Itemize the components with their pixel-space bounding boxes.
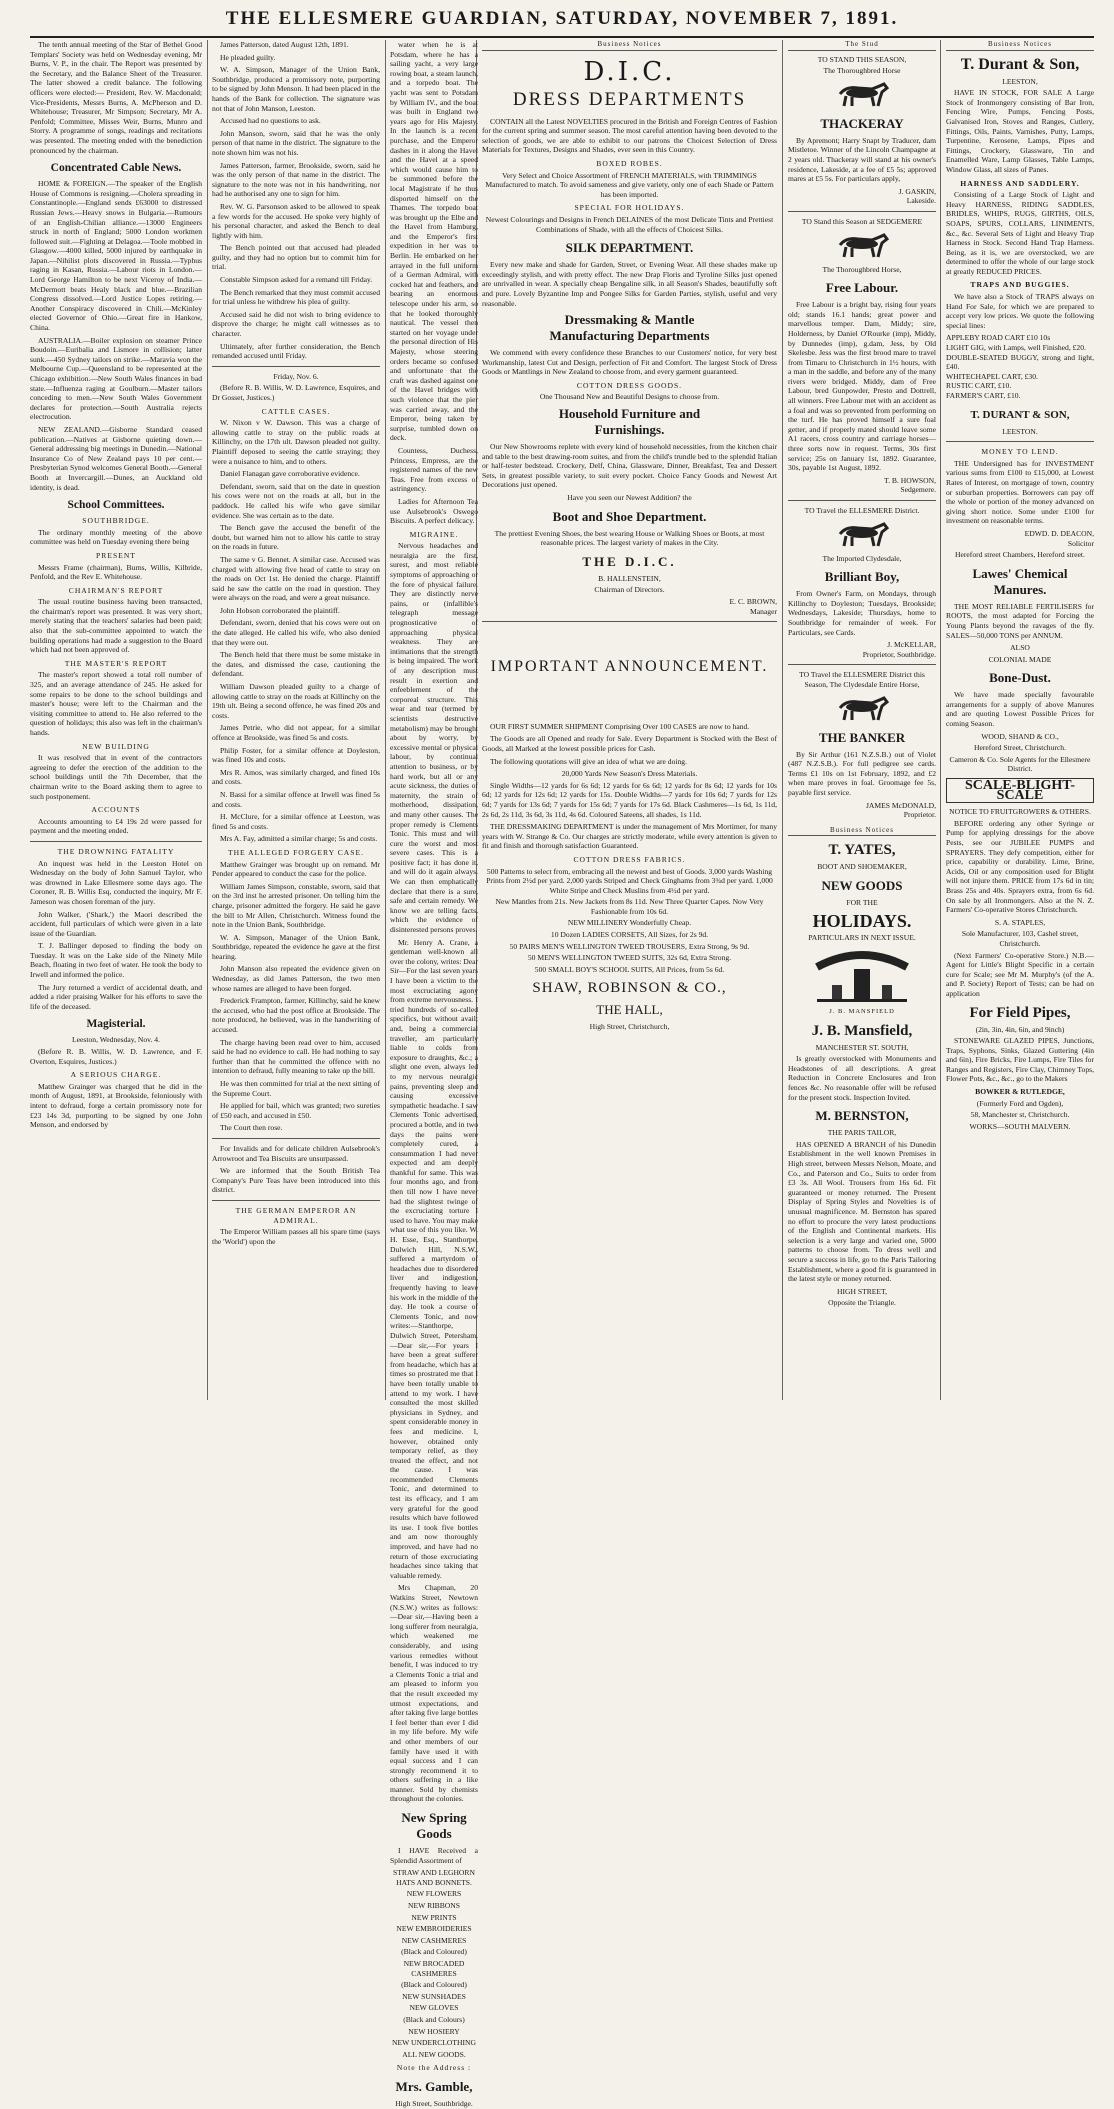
manager-title: Manager bbox=[750, 606, 777, 616]
manager-name: E. C. BROWN, bbox=[729, 597, 777, 606]
accounts-subheading: ACCOUNTS bbox=[91, 805, 141, 815]
migraine-paragraph: Mrs Chapman, 20 Watkins Street, Newtown (N.S.W.) writes as follows:—Dear sir,—Having been a long sufferer from neuralgia, which weakened me considerably, and using various remedies without benefit, I was induced to try a Clements Tonic a trial and am pleased to inform you that the result exceeded my utmost expectations, and after taking five large bottles I feel better than ever I did in my life before. My wife and other members of our family have used it with equal success and I can strongly recommend it to others suffering in a like manner. Sold by chemists throughout the colonies. bbox=[390, 1583, 478, 1804]
column-5 bbox=[788, 40, 936, 1400]
mansfield-text: Is greatly overstocked with Monuments and Headstones of all descriptions. A great Reduction in Concrete Enclosures and Iron fences &c. No reasonable offer will be refused for the present stock. Inspection Invited. bbox=[788, 1054, 936, 1102]
article-paragraph: Countess, Duchess, Princess, Empress, are the registered names of the new Teas. Free from excess of astringency. bbox=[390, 445, 478, 494]
column-3 bbox=[390, 40, 478, 2108]
special-holidays-text: Newest Colourings and Designs in French DELAINES of the most Delicate Tints and Prettiest Combinations of Shade, with all the effects of Choicest Silks. bbox=[485, 214, 774, 234]
horse-type: The Thoroughbred Horse bbox=[823, 66, 901, 76]
bernston-name: M. BERNSTON, bbox=[815, 1108, 909, 1124]
harness-heading: HARNESS AND SADDLERY. bbox=[960, 178, 1080, 188]
divider bbox=[788, 500, 936, 501]
court-paragraph: The Bench pointed out that accused had pleaded guilty, and they had no option but to commit him for trial. bbox=[212, 243, 380, 272]
trap-item: RUSTIC CART, £10. bbox=[946, 381, 1012, 391]
divider bbox=[946, 441, 1094, 442]
spring-goods-item: NEW HOSIERY bbox=[408, 2026, 460, 2036]
drowning-paragraph: T. J. Ballinger deposed to finding the body on Tuesday. It was on the Lake side of the Ninety Mile Beach, floating in two feet of water. He took the body to Irwell and informed the police. bbox=[30, 941, 202, 980]
gamble-address: High Street, Southbridge. bbox=[395, 2098, 473, 2108]
howson-name: T. B. HOWSON, bbox=[884, 475, 936, 485]
divider bbox=[788, 664, 936, 665]
cattle-paragraph: Mrs R. Amos, was similarly charged, and fined 10s and costs. bbox=[212, 767, 380, 787]
particulars-note: PARTICULARS IN NEXT ISSUE. bbox=[808, 933, 916, 943]
school-paragraph: The master's report showed a total roll number of 325, and an average attendance of 245. He asked for some repairs to be done to the school buildings and master's house; were left to the Chairman and the visiting committee to attend to. He also referred to the question of holidays; this also was left in the chairman's hands. bbox=[30, 670, 202, 737]
widths-text: Single Widths—12 yards for 6s 6d; 12 yards for 6s 6d; 12 yards for 8s 6d; 12 yards for 10s 6d; 12 yards for 12s 6d; 12 yards for 15s. Double Widths—7 yards for 10s 6d; 7 yards for 12s 6d; 7 yards for 13s 6d; 7 yards for 15s 6d; 7 yards for 17s 6d. Black Cashmeres—1s 6d, 1s 11d, 2s 6d, 2s 11d, 3s 6d, 3s 11d, 4s 6d. Coloured Sateens, all shades, 1s 11d. bbox=[482, 780, 777, 819]
yates-name: T. YATES, bbox=[828, 842, 896, 859]
yates-trade: BOOT AND SHOEMAKER, bbox=[817, 862, 907, 872]
spring-goods-item: NEW SUNSHADES bbox=[402, 1991, 466, 2001]
yards-text: 20,000 Yards New Season's Dress Materials. bbox=[561, 769, 698, 779]
gaskin-name: J. GASKIN, bbox=[898, 186, 936, 196]
spring-goods-item: (Black and Coloured) bbox=[401, 1980, 467, 1990]
forgery-paragraph: W. A. Simpson, Manager of the Union Bank, Southbridge, repeated the evidence he gave at the first hearing. bbox=[212, 932, 380, 961]
thackeray-name: THACKERAY bbox=[820, 115, 904, 131]
cattle-paragraph: N. Bassi for a similar offence at Irwell was fined 5s and costs. bbox=[212, 789, 380, 809]
address-note: Note the Address : bbox=[396, 2063, 472, 2073]
for-the: FOR THE bbox=[846, 897, 878, 907]
bernston-trade: THE PARIS TAILOR, bbox=[827, 1128, 897, 1138]
migraine-heading: MIGRAINE. bbox=[409, 529, 459, 539]
corsets-text: 10 Dozen LADIES CORSETS, All Sizes, for 2s 9d. bbox=[550, 930, 709, 940]
masthead: THE ELLESMERE GUARDIAN, SATURDAY, NOVEMBER 7, 1891. bbox=[30, 8, 1094, 38]
wood-shand-address: Hereford Street, Christchurch. bbox=[974, 743, 1066, 753]
suits-text: 50 MEN'S WELLINGTON TWEED SUITS, 32s 6d, Extra Strong. bbox=[527, 953, 732, 963]
forgery-paragraph: He applied for bail, which was granted; two sureties of £50 each, and accused in £50. bbox=[212, 1101, 380, 1120]
forgery-paragraph: Matthew Grainger was brought up on remand. Mr Pender appeared to conduct the case for the police. bbox=[212, 859, 380, 879]
cattle-paragraph: Defendant, sworn, denied that his cows were out on the date alleged. He called his wife, who also denied that they were out. bbox=[212, 618, 380, 647]
cable-paragraph: AUSTRALIA.—Boiler explosion on steamer Prince Boudoin.—Euribalia and Lismore in collision; latter sunk.—450 Sydney tailors on strike.—Maravia won the Melbourne Cup.—Queensland to be represented at the Chicago exhibition.—New South Wales finances in bad state.—Influenza raging at Goulburn.—Master tailors conceding to men.—New South Wales Government declares for protection.—South Australia rejects electrocution. bbox=[30, 335, 202, 422]
lawes-text: THE MOST RELIABLE FERTILISERS for ROOTS, the most adapted for Forcing the Young Plants beyond the ravages of the fly. SALES—50,000 TONS per ANNUM. bbox=[946, 601, 1094, 640]
dressmaking-title: Dressmaking & Mantle bbox=[564, 312, 695, 328]
column-2 bbox=[212, 40, 380, 1400]
horse-icon bbox=[832, 80, 892, 110]
wood-shand-agents: Cameron & Co. Sole Agents for the Ellesmere District. bbox=[949, 754, 1091, 774]
dressmaking-dept-text: THE DRESSMAKING DEPARTMENT is under the management of Mrs Mortimer, for many years with W. Strange & Co. Our charges are strictly moderate, while every attention is given to fit and finish and thorough satisfaction Guaranteed. bbox=[482, 822, 777, 851]
the-hall: THE HALL, bbox=[596, 1002, 663, 1018]
brilliant-boy-text: From Owner's Farm, on Mondays, through Killinchy to Doyleston; Tuesdays, Brookside; Wednesdays, Lakeside; Thursdays, home to Southbridge for remainder of week. For Particulars, see Cards. bbox=[788, 589, 936, 637]
school-paragraph: The ordinary monthly meeting of the above committee was held on Tuesday evening there being bbox=[30, 527, 202, 547]
mcdonald-name: JAMES McDONALD, bbox=[865, 800, 936, 810]
deacon-address: Hereford street Chambers, Hereford street. bbox=[955, 550, 1085, 560]
banker-text: By Sir Arthur (161 N.Z.S.B.) out of Violet (487 N.Z.S.B.). For full pedigree see cards. Terms £1 10s on 1st February, 1892, and £2 when mare proves in foal. Groomage fee 5s, payable first service. bbox=[788, 749, 936, 797]
column-header: Business Notices bbox=[482, 40, 777, 51]
forgery-paragraph: The charge having been read over to him, accused said he had no evidence to call. He had nothing to say further than that he committed the offence with no intention to defraud, fully meaning to take up the bill. bbox=[212, 1037, 380, 1076]
forgery-paragraph: John Manson also repeated the evidence given on Wednesday, as did James Patterson, the two men whose names are alleged to have been forged. bbox=[212, 964, 380, 993]
stand-notice: TO STAND THIS SEASON, bbox=[817, 54, 907, 64]
new-goods: NEW GOODS bbox=[821, 877, 903, 893]
travel-notice: TO Travel the ELLESMERE District this Season, The Clydesdale Entire Horse, bbox=[799, 670, 925, 689]
monument-icon bbox=[807, 947, 917, 1003]
serious-charge-subheading: A SERIOUS CHARGE. bbox=[70, 1070, 162, 1080]
hall-address: High Street, Christchurch, bbox=[589, 1022, 670, 1032]
spring-goods-item: (Black and Colours) bbox=[403, 2014, 465, 2024]
court-paragraph: Accused said he did not wish to bring evidence to disprove the charge; he might call witnesses as to character. bbox=[212, 309, 380, 339]
column-4 bbox=[482, 40, 777, 1400]
also-label: ALSO bbox=[1010, 643, 1030, 653]
court-paragraph: The Bench remarked that they must commit accused for trial unless he withdrew his plea of guilty. bbox=[212, 287, 380, 307]
cattle-paragraph: Philip Foster, for a similar offence at Doyleston, was fined 10s and costs. bbox=[212, 745, 380, 765]
silk-text: Every new make and shade for Garden, Street, or Evening Wear. All these shades make up exceedingly stylish, and with pretty effect. The new Drap Floris and Tyroline Silks just opened are unrivalled in wear. A specially cheap Bengaline silk, in all Season's Shades, beautifully soft and pure. Lovely Byzantine Imp and Pongee Silks for Garden Parties, stylish, useful and very reasonable. bbox=[482, 260, 777, 308]
advert-note: We are informed that the South British Tea Company's Pure Teas have been introduced into this district. bbox=[212, 1166, 380, 1195]
field-pipes-title: For Field Pipes, bbox=[969, 1004, 1071, 1021]
scale-blight-banner: SCALE-BLIGHT-SCALE bbox=[946, 778, 1094, 803]
stand-notice: TO Stand this Season at SEDGEMERE bbox=[801, 216, 923, 226]
cattle-paragraph: The Bench gave the accused the benefit of the doubt, but warned him not to allow his cattle to stray on the roads in future. bbox=[212, 523, 380, 552]
lawes-title: Lawes' Chemical Manures. bbox=[972, 565, 1068, 597]
cattle-paragraph: Mrs A. Fay, admitted a similar charge; 5s and costs. bbox=[220, 834, 378, 844]
forgery-paragraph: Frederick Frampton, farmer, Killinchy, said he knew the accused, who had the post office at Brookside. The note produced, he believed, was in the handwriting of accused. bbox=[212, 996, 380, 1035]
mantles-text: New Mantles from 21s. New Jackets from 8s 11d. New Three Quarter Capes. Now Very Fashionable from 10s 6d. bbox=[495, 897, 764, 916]
southbridge-subheading: SOUTHBRIDGE. bbox=[82, 516, 150, 526]
cattle-paragraph: The Bench held that there must be some mistake in the dates, and dismissed the case, cautioning the defendant. bbox=[212, 650, 380, 679]
shaw-robinson-name: SHAW, ROBINSON & CO., bbox=[532, 980, 727, 997]
advert-note: For Invalids and for delicate children Aulsebrook's Arrowroot and Tea Biscuits are unsurpassed. bbox=[212, 1143, 380, 1163]
chairman-name: B. HALLENSTEIN, bbox=[598, 573, 661, 583]
pipes-sizes: (2in, 3in, 4in, 6in, and 9inch) bbox=[975, 1024, 1065, 1034]
furniture-text: Our New Showrooms replete with every kind of household necessities, from the kitchen chair and table to the best drawing-room suites, and from the child's trundle bed to the splendid Italian or half-tester bedstead. Crockery, Delf, China, Glassware, Dinner, Breakfast, Tea and Dessert Sets, in greatest possible variety, to suit every pocket. Choice Fancy Goods and Newest Art Decorations just opened. bbox=[482, 442, 777, 490]
dress-text: CONTAIN all the Latest NOVELTIES procured in the British and Foreign Centres of Fashion for the current spring and summer season. The most careful attention having been devoted to the selection of goods, we are able to exhibit to our patrons the Choicest Selection of Dress Materials for Textures, Designs and Shades, ever seen in this Country. bbox=[482, 116, 777, 155]
magisterial-paragraph: Matthew Grainger was charged that he did in the month of August, 1891, at Brookside, feloniously with intent to defraud, forge a certain promissory note for £23 14s 3d, purporting to be signed by one John Menson, and endorsed by bbox=[30, 1081, 202, 1130]
spring-goods-item: NEW PRINTS bbox=[411, 1912, 457, 1922]
court-paragraph: Ultimately, after further consideration, the Bench remanded accused until Friday. bbox=[212, 341, 380, 361]
cattle-paragraph: John Hobson corroborated the plaintiff. bbox=[220, 605, 340, 615]
trousers-text: 50 PAIRS MEN'S WELLINGTON TWEED TROUSERS, Extra Strong, 9s 9d. bbox=[509, 941, 750, 951]
horse-type: The Thoroughbred Horse, bbox=[822, 264, 902, 274]
cotton-fabrics-text: 500 Patterns to select from, embracing all the newest and best of Goods. 3,000 yards Washing Prints from 2½d per yard. 2,000 yards Striped and Check Ginghams from 3¾d per yard. 1,000 White Stripe and Check Muslins from 4½d per yard. bbox=[486, 866, 773, 895]
thackeray-text: By Apremont; Harry Snapt by Traducer, dam Mistletoe. Winner of the Lincoln Champagne at 2 years old. Thackeray will stand at his owner's residence, Lakeside, at a fee of £5 5s; approved mares at £5 5s. For particulars apply, bbox=[788, 135, 936, 184]
deacon-title: Solicitor bbox=[1067, 538, 1094, 548]
court-paragraph: Constable Simpson asked for a remand till Friday. bbox=[220, 275, 373, 285]
forgery-subheading: THE ALLEGED FORGERY CASE. bbox=[227, 847, 365, 857]
school-paragraph: It was resolved that in event of the contractors agreeing to defer the erection of the addition to the school buildings until the 7th December, that the chairman write to the Board asking them to agree to such postponement. bbox=[30, 753, 202, 801]
spring-goods-item: NEW GLOVES bbox=[409, 2003, 459, 2013]
cotton-fabrics-heading: COTTON DRESS FABRICS. bbox=[573, 854, 686, 864]
durant-name-2: T. DURANT & SON, bbox=[970, 408, 1070, 421]
dressmaking-text: We commend with every confidence these Branches to our Customers' notice, for very best Workmanship, latest Cut and Design, perfection of Fit and Comfort. The largest Stock of Dress Goods or Mantlings in New Zealand to choose from, and every garment guaranteed. bbox=[482, 348, 777, 377]
bone-dust-title: Bone-Dust. bbox=[989, 670, 1051, 686]
boot-shoe-text: The prettiest Evening Shoes, the best wearing House or Walking Shoes or Boots, at most reasonable prices. The largest variety of makes in the City. bbox=[494, 528, 765, 548]
court-paragraph: James Patterson, farmer, Brookside, sworn, said he was the only person of that name in the district. The signature to the note was not in his handwriting, nor had he authorised any one to sign for him. bbox=[212, 160, 380, 199]
article-paragraph: Ladies for Afternoon Tea use Aulsebrook's Oswego Biscuits. A perfect delicacy. bbox=[390, 496, 478, 526]
german-emperor-heading: THE GERMAN EMPEROR AN ADMIRAL. bbox=[235, 1205, 357, 1225]
new-building-subheading: NEW BUILDING bbox=[82, 741, 150, 751]
column-rule bbox=[782, 40, 783, 1400]
forgery-paragraph: William James Simpson, constable, sworn, said that on the 3rd inst he arrested prisoner. On telling him the charge, prisoner admitted the forgery. He said he gave the bill to Mr Allen, Christchurch. Witness found the note in the Union Bank, Southbridge. bbox=[212, 881, 380, 930]
divider bbox=[30, 841, 202, 842]
wood-shand-name: WOOD, SHAND & CO., bbox=[981, 731, 1059, 741]
migraine-paragraph: Mr. Henry A. Crane, a gentleman well-known all over the colony, writes: Dear Sir—For the last seven years I have been a victim to the most excruciating agony from extreme nervousness. I tried hundreds of so-called specifics, but without avail; and, being a commercial traveller, am particularly liable to colds from exposure to draughts, &c.; a slight one even, always led to my nervous neuralgic pains, preventing sleep and causing excessive sympathetic headache. I saw Clements Tonic advertised, procured a bottle, and in two days the pains were completely cured, a consummation I had never expected and am deeply thankful for same. This was four months ago, and from then till now I have never had the slightest twinge of the excruciating torture I used to have. You may make what use of this you like. W. H. Esse, Esq., Stanthorpe, Dulwich Hill, N.S.W., suffered a martyrdom of headaches due to disordered liver and indigestion, frequently having to leave his work in the middle of the day. He took a course of Clements Tonic, and now writes:—Stanthorpe, Dulwich Street, Petersham.—Dear sir,—For years I have been a great sufferer from headache, which has at times so prostrated me that I have been totally unable to attend to my work. I have consulted the most skilled physicians in Sydney, and spent considerable money in fees and medicine. I, however, obtained only temporary relief, as they treated the effect, and not the cause. I was recommended Clements Tonic, and determined to test its efficacy, and I am very grateful for the good results which have followed its use. I took five bottles and am now thoroughly improved, and have had no return of those excruciating headaches since taking that valuable remedy. bbox=[390, 937, 478, 1580]
gamble-name: Mrs. Gamble, bbox=[395, 2078, 473, 2094]
forgery-paragraph: The Court then rose. bbox=[220, 1123, 283, 1133]
traps-text: We have also a Stock of TRAPS always on Hand For Sale, for which we are prepared to accept very low prices. We quote the following special lines: bbox=[946, 292, 1094, 330]
silk-department-title: SILK DEPARTMENT. bbox=[565, 240, 694, 256]
furnishings-title: Furnishings. bbox=[594, 422, 665, 438]
deacon-name: EDWD. D. DEACON, bbox=[1024, 528, 1094, 538]
dic-logo: THE D.I.C. bbox=[582, 553, 677, 569]
colonial-label: COLONIAL MADE bbox=[988, 654, 1052, 664]
staples-name: S. A. STAPLES, bbox=[994, 917, 1046, 927]
court-paragraph: Rev. W. G. Parsonson asked to be allowed to speak a few words for the accused. He spoke very highly of his personal character, and asked the Bench to deal lightly with him. bbox=[212, 201, 380, 240]
bowker-address: 58, Manchester st, Christchurch. bbox=[970, 1110, 1070, 1120]
mansfield-address: MANCHESTER ST. SOUTH, bbox=[815, 1042, 909, 1052]
boot-shoe-title: Boot and Shoe Department. bbox=[552, 508, 707, 524]
traps-heading: TRAPS AND BUGGIES. bbox=[970, 280, 1070, 290]
school-paragraph: The usual routine business having been transacted, the chairman's report was presented. It was very short, merely stating that the teachers' salaries had been paid; also that the sub-committee appointed to watch the building operations had made a suggestion to the Board which had not been approved of. bbox=[30, 597, 202, 655]
column-rule bbox=[385, 40, 386, 1400]
drowning-paragraph: John Walker, ('Shark,') the Maori described the accident, full particulars of which were given in a late issue of the Guardian. bbox=[30, 909, 202, 938]
millinery-text: NEW MILLINERY Wonderfully Cheap. bbox=[567, 918, 692, 928]
cable-paragraph: NEW ZEALAND.—Gisborne Standard ceased publication.—Natives at Gisborne quieting down.—General addressing big meetings in Dunedin.—National Insurance Co of New Zealand pays 10 per cent.—Presbyterian Synod welcomes General Booth.—General Booth at Invercargill.—Dunes, an Auckland old identity, is dead. bbox=[30, 424, 202, 492]
german-emperor-paragraph: The Emperor William passes all his spare time (says the 'World') upon the bbox=[212, 1227, 380, 1246]
cotton-heading: COTTON DRESS GOODS. bbox=[576, 380, 683, 390]
friday-bench: (Before R. B. Willis, W. D. Lawrence, Esquires, and Dr Gosset, Justices.) bbox=[212, 383, 380, 402]
works-address: WORKS—SOUTH MALVERN. bbox=[969, 1121, 1071, 1131]
court-paragraph: John Manson, sworn, said that he was the only person of that name in the district. The signature to the note shown him was not his. bbox=[212, 128, 380, 157]
spring-goods-item: NEW CASHMERES bbox=[401, 1935, 467, 1945]
cattle-paragraph: Daniel Flanagan gave corroborative evidence. bbox=[220, 469, 360, 479]
brilliant-boy-name: Brilliant Boy, bbox=[824, 569, 900, 585]
pipes-text: STONEWARE GLAZED PIPES, Junctions, Traps, Syphons, Sinks, Glazed Guttering (4in and 6in), Fire Bricks, Fire Lumps, Fire Tiles for Ranges and Registers, Fire Clay, Chimney Tops, Flower Pots, &c., &c., go to the Makers bbox=[946, 1036, 1094, 1084]
column-rule bbox=[940, 40, 941, 1400]
chairman-title: Chairman of Directors. bbox=[594, 585, 665, 595]
intro-text: The tenth annual meeting of the Star of Bethel Good Templars' Society was held on Wednesday evening, Mr Burns, V. P., in the chair. The Report was presented by the Secretary, and the Balance Sheet of the Treasurer. The latter showed a credit balance. The following officers were elected:— President, Rev. W. Macdonald; Vice-Presidents, Messrs Burns, A. McPherson and D. Whitehouse; Treasurer, Mr Simpson; Secretary, Mr A. Penfold; Committee, Misses Weir, Burns, Munro and Storry. A programme of songs, readings and recitations was presented. The meeting ended with the benediction pronounced by the chairman. bbox=[30, 40, 202, 155]
master-report-subheading: THE MASTER'S REPORT bbox=[64, 658, 168, 668]
forgery-paragraph: He was then committed for trial at the next sitting of the Supreme Court. bbox=[212, 1079, 380, 1098]
free-labour-text: Free Labour is a bright bay, rising four years old; stands 16.1 hands; great power and marvellous temper. Dam, Middy; sire, Holderness, by Daniel O'Rourke (imp), Middy, by Dunnedes (imp), g.dam, Jess, by Old Skelesbe. Jess was the first brood mare to travel from Timaru to Christchurch in 1½ hours, with a man in the saddle, and before any of the many rivers were bridged. Middy, dam of Free Labour, bred Gunpowder, Presto and Dottrell, all winners. Free Labour met with an accident as a foal and was so prevented from performing on the turf. He has proved himself a sure foal getter, and if properly mated should leave some A1 racers, cross country and carriage horses—three sorts now in request. Terms, 30s first service; 25s on January 1st, 1892. Guarantee, 30s, payable 1st August, 1892. bbox=[788, 300, 936, 473]
trap-item: LIGHT GIG, with Lamps, well Finished, £20. bbox=[946, 343, 1086, 353]
new-spring-goods-intro: I HAVE Received a Splendid Assortment of bbox=[390, 1846, 478, 1865]
spring-goods-item: NEW BROCADED CASHMERES bbox=[403, 1959, 465, 1978]
special-holidays-heading: SPECIAL FOR HOLIDAYS. bbox=[574, 203, 685, 213]
staples-note: (Next Farmers' Co-operative Store.) N.B.—Agent for Little's Blight Specific in a certain cure for Scale; see Mr M. Murphy's (of the A. and P. Society) Report of Tests; can be had on application bbox=[946, 950, 1094, 998]
column-header: Business Notices bbox=[946, 40, 1094, 51]
magisterial-date: Leeston, Wednesday, Nov. 4. bbox=[72, 1035, 160, 1045]
durant-place-2: LEESTON. bbox=[1002, 426, 1038, 436]
school-suits-text: 500 SMALL BOY'S SCHOOL SUITS, All Prices, from 5s 6d. bbox=[534, 964, 725, 974]
column-1 bbox=[30, 40, 202, 1400]
court-paragraph: Accused had no questions to ask. bbox=[220, 116, 321, 126]
school-paragraph: Accounts amounting to £4 19s 2d were passed for payment and the meeting ended. bbox=[30, 816, 202, 836]
horse-icon bbox=[832, 520, 892, 550]
drowning-paragraph: An inquest was held in the Leeston Hotel on Wednesday on the body of John Samuel Taylor, who was drowned in Lake Ellesmere some days ago. The Coroner, R. B. Willis Esq, conducted the inquiry, Mr F. Jameson was chosen foreman of the jury. bbox=[30, 858, 202, 906]
scale-notice: NOTICE TO FRUITGROWERS & OTHERS. bbox=[949, 807, 1091, 817]
free-labour-name: Free Labour. bbox=[825, 280, 899, 296]
bowker-former: (Formerly Ford and Ogden), bbox=[976, 1098, 1064, 1108]
cattle-paragraph: Defendant, sworn, said that on the date in question his cows were not on the roads at all, but in the paddock. He called his wife who gave similar evidence. She was certain as to the date. bbox=[212, 481, 380, 520]
article-paragraph: water when he is at Potsdam, where he has a sailing yacht, a very large rowing boat, a steam launch, and a torpedo boat. The yacht was sent to Potsdam by William IV., and the boat was built in England two years ago for His Majesty. In the launch is a recent purchase, and the Emperor dashes in it along the Havel and the Havel at a speed which would cause him to be summoned before the local Magistrate if he thus disported himself on the Thames. The torpedo boat was brought up the Elbe and the Havel from Hamburg, and the Emperor's first expedition in her was to Berlin. He embarked on her arrayed in the full uniform of a German Admiral, with cocked hat and feathers, and bearing an enormous telescope under his arm, so that he looked thoroughly nautical. The vessel then started on her voyage under the personal direction of His Majesty, whose steering orders became so confused and unfortunate that the craft was dashed against one of the Havel bridges with such violence that the pier was carried away, and the Emperor, being taken by surprise, tumbled down on deck. bbox=[390, 40, 478, 443]
magisterial-heading: Magisterial. bbox=[86, 1018, 146, 1031]
important-announcement: IMPORTANT ANNOUNCEMENT. bbox=[490, 658, 769, 676]
divider bbox=[788, 211, 936, 212]
new-spring-goods-heading: New Spring Goods bbox=[401, 1810, 467, 1842]
bernston-text: HAS OPENED A BRANCH of his Dunedin Establishment in the well known Premises in High street, between Messrs Nelson, Moate, and Co., and Paterson and Co., Suits to order from £3 3s. All Wool. Trousers from 16s 6d. Fit guaranteed or money returned. The Present Display of Spring Styles and Novelties is of unusual magnificence. M. Bernston has spared no effort to procure the very latest productions of the English and Continental markets. His selection is a very large and varied one, 5000 patterns to choose from. To dress well and secure a success in life, go to the Paris Tailoring Establishment, where a good fit is guaranteed in the latest style or money returned. bbox=[788, 1139, 936, 1284]
spring-goods-item: STRAW AND LEGHORN HATS AND BONNETS. bbox=[393, 1868, 475, 1887]
shipment-text: OUR FIRST SUMMER SHIPMENT Comprising Over 100 CASES are now to hand. bbox=[490, 721, 750, 731]
horse-type: The Imported Clydesdale, bbox=[822, 553, 902, 563]
spring-goods-item: NEW EMBROIDERIES bbox=[396, 1924, 472, 1934]
furniture-title: Household Furniture and bbox=[558, 406, 701, 422]
school-committees-heading: School Committees. bbox=[67, 499, 165, 512]
magisterial-bench: (Before R. B. Willis, W. D. Lawrence, and F. Overton, Esquires, Justices.) bbox=[30, 1047, 202, 1066]
cattle-paragraph: W. Nixon v W. Dawson. This was a charge of allowing cattle to stray on the public roads at Killinchy, on the 17th ult. Dawson pleaded not guilty. Plaintiff deposed to seeing the cattle straying; they were a nuisance to him, and to others. bbox=[212, 418, 380, 466]
spring-goods-item: ALL NEW GOODS. bbox=[402, 2049, 466, 2059]
school-paragraph: Messrs Frame (chairman), Burns, Willis, Kilbride, Penfold, and the Rev E. Whitehouse. bbox=[30, 562, 202, 582]
mansfield-badge: J. B. MANSFIELD bbox=[829, 1008, 895, 1016]
mckellar-place: Proprietor, Southbridge. bbox=[862, 649, 936, 659]
cable-news-heading: Concentrated Cable News. bbox=[50, 162, 182, 175]
business-notices-header: Business Notices bbox=[788, 826, 936, 837]
court-paragraph: He pleaded guilty. bbox=[220, 52, 276, 62]
divider bbox=[212, 366, 380, 367]
drowning-paragraph: The Jury returned a verdict of accidental death, and added a rider praising Walker for his efforts to save the life of the deceased. bbox=[30, 982, 202, 1011]
travel-notice: TO Travel the ELLESMERE District. bbox=[804, 506, 920, 515]
spring-goods-item: NEW RIBBONS bbox=[408, 1901, 460, 1911]
mansfield-name: J. B. Mansfield, bbox=[811, 1022, 913, 1039]
dress-departments-title: DRESS DEPARTMENTS bbox=[512, 88, 747, 110]
boxed-robes-text: Very Select and Choice Assortment of FRENCH MATERIALS, with TRIMMINGS Manufactured to match. To avoid sameness and give variety, only one of each Shade or Pattern has been imported. bbox=[485, 170, 774, 199]
holidays-title: HOLIDAYS. bbox=[812, 911, 912, 932]
friday-date: Friday, Nov. 6. bbox=[273, 371, 319, 381]
cattle-paragraph: William Dawson pleaded guilty to a charge of allowing cattle to stray on the roads at Killinchy on the 19th ult. Being a second offence, he was fined 20s and costs. bbox=[212, 682, 380, 720]
boxed-robes-heading: BOXED ROBES. bbox=[596, 158, 663, 168]
divider bbox=[212, 1200, 380, 1201]
column-6 bbox=[946, 40, 1094, 1400]
court-paragraph: James Patterson, dated August 12th, 1891. bbox=[220, 40, 349, 49]
divider bbox=[212, 1138, 380, 1139]
cattle-paragraph: James Petrie, who did not appear, for a similar offence at Brookside, was fined 5s and costs. bbox=[212, 723, 380, 742]
cotton-text: One Thousand New and Beautiful Designs to choose from. bbox=[539, 392, 720, 402]
money-text: THE Undersigned has for INVESTMENT various sums from £100 to £15,000, at Lowest Rates of Interest, on mortgage of town, country or suburban properties. Borrowers can pay off the whole or portion of the money advanced on giving short notice. Some under £100 for investment on reasonable terms. bbox=[946, 458, 1094, 526]
trap-item: APPLEBY ROAD CART £10 10s bbox=[946, 333, 1051, 343]
durant-text: HAVE IN STOCK, FOR SALE A Large Stock of Ironmongery consisting of Bar Iron, Fencing Wire, Pumps, Fencing Posts, Galvanised Iron, Stoves and Ranges, Cutlery, Fittings, Oils, Paints, Varnishes, Putty, Lamps, Turpentine, Kerosene, Lamps, Pipes and Fittings, Crockery, Glassware, Tin and Enamelled Ware, Lamp Glasses, Table Lamps, Window Glass, all sizes of Panes. bbox=[946, 88, 1094, 174]
addition-text: Have you seen our Newest Addition? the bbox=[567, 493, 692, 503]
migraine-paragraph: Nervous headaches and neuralgia are the first, surest, and most reliable symptoms of approaching or the fore of physical failure. They are distinctly nerve pains, or (infallible's telegraph message prognosticative of approaching physical weakness. They are intimations that the strength is being impaired. The work of any description must result in exertion and enfeeblement of the corporeal structure. This wear and tear (termed by scientists destructive metabolism) may be brought about by worry, by excessive mental or physical labour, by continual attention to business, or by hard work, but all or any acute sickness, the duties of maternity, the strain of motherhood, dissipation, and many other causes. The proper remedy is Clements Tonic. This must and will cure the worst and most severe cases. This is a positive fact; it has done it, and will do it again always. We can then emphatically declare that there is a sure, safe and certain remedy. We know we are telling facts, which the evidence of disinterested persons proves. bbox=[390, 541, 478, 935]
harness-text: Consisting of a Large Stock of Light and Heavy HARNESS, RIDING SADDLES, BRIDLES, WHIPS, RUGS, GIRTHS, OILS, SOAPS, SPURS, COLLARS, LINIMENTS, &c., &c. Several Sets of Light and Heavy Trap Harness in Stock. Second Hand Trap Harness. Being, as it is, we are overstocked, we are determined to offer the whole of our large stock at greatly REDUCED PRICES. bbox=[946, 190, 1094, 276]
bowker-name: BOWKER & RUTLEDGE, bbox=[975, 1087, 1065, 1097]
dic-title: D.I.C. bbox=[583, 56, 676, 87]
column-header: The Stud bbox=[788, 40, 936, 51]
mcdonald-place: Proprietor. bbox=[903, 810, 936, 820]
spring-goods-item: NEW UNDERCLOTHING bbox=[391, 2038, 476, 2048]
mckellar-name: J. McKELLAR, bbox=[887, 640, 936, 650]
howson-place: Sedgemere. bbox=[900, 485, 936, 495]
cattle-paragraph: The same v G. Bennet. A similar case. Accused was charged with allowing five head of cattle to stray on the roads on Oct 1st. He denied the charge. Plaintiff said he saw the cattle on the road in question. They were always on the road, and were a great nuisance. bbox=[212, 554, 380, 603]
cattle-paragraph: H. McClure, for a similar offence at Leeston, was fined 5s and costs. bbox=[212, 812, 380, 831]
trap-item: FARMER'S CART, £10. bbox=[946, 391, 1021, 400]
column-rule bbox=[207, 40, 208, 1400]
banker-name: THE BANKER bbox=[818, 729, 906, 745]
horse-icon bbox=[832, 231, 892, 261]
staples-title: Sole Manufacturer, 103, Cashel street, Christchurch. bbox=[961, 929, 1079, 948]
bone-dust-text: We have made specially favourable arrangements for a supply of above Manures and are quoting Lowest Possible Prices for coming Season. bbox=[946, 690, 1094, 729]
money-heading: MONEY TO LEND. bbox=[981, 447, 1059, 457]
chairman-report-subheading: CHAIRMAN'S REPORT bbox=[68, 585, 164, 595]
quotations-text: The following quotations will give an idea of what we are doing. bbox=[490, 756, 687, 766]
bernston-address: HIGH STREET, bbox=[836, 1286, 888, 1296]
manufacturing-title: Manufacturing Departments bbox=[549, 328, 710, 344]
spring-goods-item: NEW FLOWERS bbox=[406, 1889, 462, 1899]
gaskin-place: Lakeside. bbox=[906, 196, 936, 206]
durant-place: LEESTON, bbox=[1002, 76, 1038, 86]
drowning-heading: THE DROWNING FATALITY bbox=[57, 846, 175, 856]
scale-text: BEFORE ordering any other Syringe or Pump for applying dressings for the above Pests, see our JUBILEE PUMPS and SPRAYERS. They defy competition, either for price, capability or durability. Lime, Brine, Acids, Oil or any composition used for Blight will not injure them. PRICE from 17s 6d in tin; Brass 25s and 40s. Sprayers extra, from 6s 6d. On sale by all Ironmongers. Also at the N. Z. Farmers' Co-operative Stores Christchurch. bbox=[946, 818, 1094, 915]
bernston-address-2: Opposite the Triangle. bbox=[828, 1298, 896, 1308]
cattle-cases-subheading: CATTLE CASES. bbox=[261, 406, 331, 416]
shipment-text-2: The Goods are all Opened and ready for Sale. Every Department is Stocked with the Best of Goods, all Marked at the lowest possible prices for Cash. bbox=[482, 734, 777, 753]
horse-icon bbox=[832, 694, 892, 724]
trap-item: WHITECHAPEL CART, £30. bbox=[946, 371, 1038, 381]
durant-name: T. Durant & Son, bbox=[960, 55, 1080, 73]
present-subheading: PRESENT bbox=[96, 550, 136, 560]
court-paragraph: W. A. Simpson, Manager of the Union Bank, Southbridge, produced a promissory note, purporting to be signed by John Menson. It had been placed in the hands of the Bank for collection. The signature was not that of John Manson, Leeston. bbox=[212, 65, 380, 113]
divider bbox=[482, 621, 777, 622]
trap-item: DOUBLE-SEATED BUGGY, strong and light, £40. bbox=[946, 352, 1094, 372]
cable-paragraph: HOME & FOREIGN.—The speaker of the English House of Commons is resigning.—Cholera spreading in Constantinople.—England sends £63000 to distressed Russian Jews.—Heavy snows in Bulgaria.—Rumours of an English-Chilian alliance.—13000 Engineers struck in north of England; 5000 London workmen followed suit.—Fighting at Delagoa.—Toole mobbed in Glasgow.—4000 killed, 5000 injured by earthquake in Japan.—Nihilist plots discovered in Russia.—Typhus raging in Kasan, Russia.—Labour riots in London.—Lord George Hamilton to be next Viceroy of India.—McDermott beats Healy black and blue.—Brazilian Congress dissolved.—Lord Justice Lopes retiring.—Another Conspiracy discovered in Chili.—McKinley elected Governor of Ohio.—Great fire in Hankow, China. bbox=[30, 179, 202, 333]
spring-goods-item: (Black and Coloured) bbox=[401, 1947, 467, 1957]
